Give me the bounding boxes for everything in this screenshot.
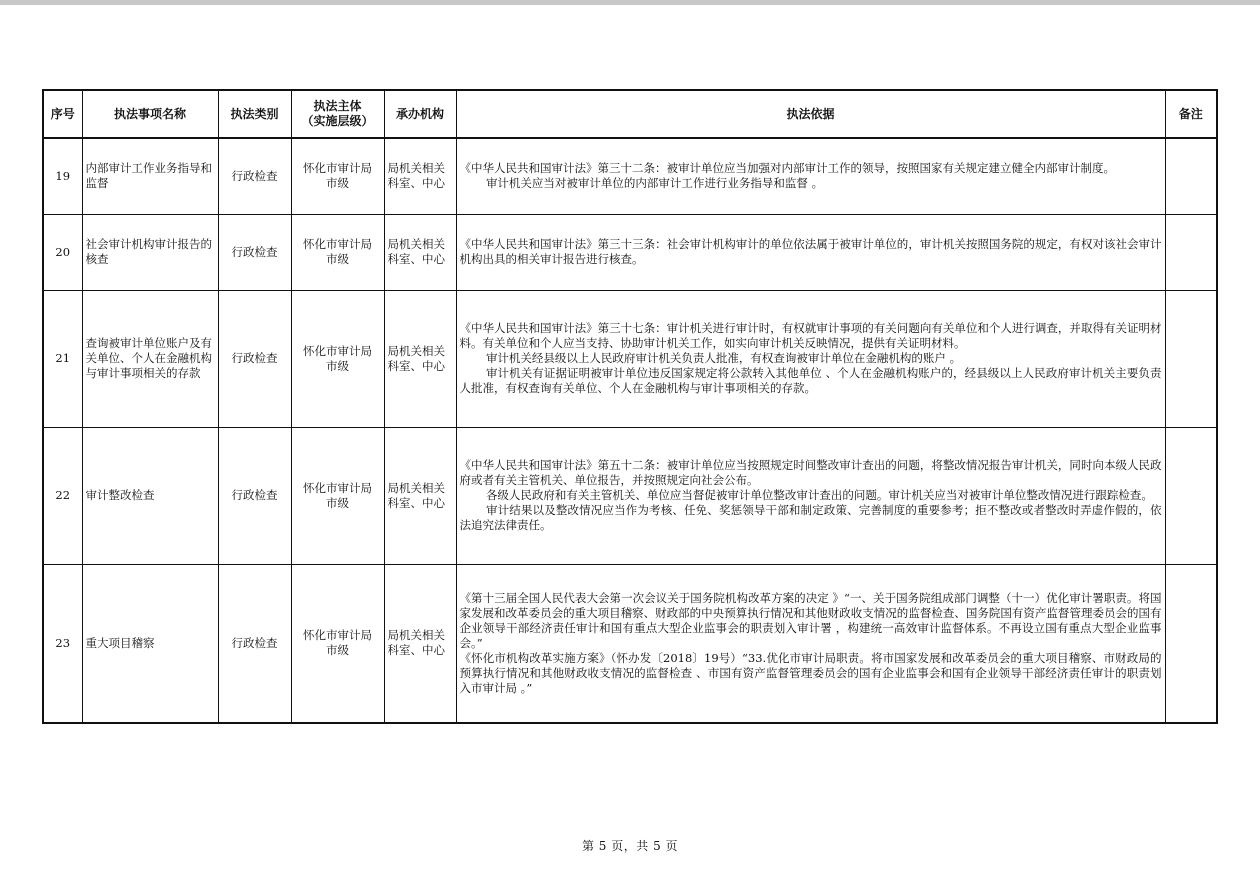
row-subject: [291, 290, 384, 427]
row-basis: [456, 214, 1165, 290]
row-subject-line1: 怀化市审计局: [303, 343, 372, 358]
header-subject-line2: （实施层级）: [301, 114, 374, 128]
header-basis: 执法依据: [456, 90, 1165, 138]
row-num: 19: [43, 138, 82, 214]
row-notes: [1165, 138, 1217, 214]
row-num: 22: [43, 427, 82, 564]
viewer-top-bar: [0, 0, 1260, 5]
row-subject-line1: 怀化市审计局: [303, 628, 372, 643]
row-type: 行政检查: [218, 564, 291, 723]
row-basis: [456, 427, 1165, 564]
basis-paragraph: 审计结果以及整改情况应当作为考核、任免、奖惩领导干部和制定政策、完善制度的重要参考；拒不整改或者整改时弄虚作假的，依法追究法律责任。: [459, 503, 1162, 532]
table-row: [43, 427, 1217, 564]
row-org: 局机关相关科室、中心: [384, 214, 456, 290]
row-org: 局机关相关科室、中心: [384, 290, 456, 427]
row-org: 局机关相关科室、中心: [384, 427, 456, 564]
row-type: 行政检查: [218, 290, 291, 427]
row-notes: [1165, 427, 1217, 564]
row-name: 审计整改检查: [82, 427, 218, 564]
row-name: 重大项目稽察: [82, 564, 218, 723]
enforcement-table: [42, 89, 1218, 724]
header-num: 序号: [43, 90, 82, 138]
row-name: 内部审计工作业务指导和监督: [82, 138, 218, 214]
row-basis: [456, 290, 1165, 427]
row-subject-line2: 市级: [326, 643, 349, 658]
row-type: 行政检查: [218, 427, 291, 564]
row-subject: [291, 564, 384, 723]
header-subject-line1: 执法主体: [313, 99, 362, 113]
basis-paragraph: 《中华人民共和国审计法》第五十二条：被审计单位应当按照规定时间整改审计查出的问题，将整改情况报告审计机关，同时向本级人民政府或者有关主管机关、单位报告，并按照规定向社会公布。: [459, 458, 1162, 487]
basis-paragraph: 《中华人民共和国审计法》第三十三条：社会审计机构审计的单位依法属于被审计单位的，审计机关按照国务院的规定，有权对该社会审计机构出具的相关审计报告进行核查。: [459, 237, 1162, 266]
row-basis: [456, 138, 1165, 214]
row-subject-line1: 怀化市审计局: [303, 161, 372, 176]
table-row: [43, 138, 1217, 214]
row-type: 行政检查: [218, 138, 291, 214]
row-notes: [1165, 564, 1217, 723]
table-row: [43, 214, 1217, 290]
row-subject-line2: 市级: [326, 358, 349, 373]
basis-paragraph: 《第十三届全国人民代表大会第一次会议关于国务院机构改革方案的决定 》“一、关于国务院组成部门调整（十一）优化审计署职责。将国家发展和改革委员会的重大项目稽察、财政部的中央预算执行情况和其他财政收支情况的监督检查、国务院国有资产监督管理委员会的国有企业领导干部经济责任审计和国有重点大型企业监事会的职责划入审计署 ，构建统一高效审计监督体系。不再设立国有重点大型企业监事会。”: [459, 590, 1162, 650]
row-org: 局机关相关科室、中心: [384, 564, 456, 723]
row-name: 查询被审计单位账户及有关单位、个人在金融机构与审计事项相关的存款: [82, 290, 218, 427]
row-notes: [1165, 290, 1217, 427]
row-notes: [1165, 214, 1217, 290]
header-name: 执法事项名称: [82, 90, 218, 138]
row-subject-line1: 怀化市审计局: [303, 237, 372, 251]
basis-paragraph: 审计机关有证据证明被审计单位违反国家规定将公款转入其他单位 、个人在金融机构账户的，经县级以上人民政府审计机关主要负责人批准，有权查询有关单位、个人在金融机构与审计事项相关的存款。: [459, 366, 1162, 395]
row-type: 行政检查: [218, 214, 291, 290]
table-header-row: [43, 90, 1217, 138]
basis-paragraph: 各级人民政府和有关主管机关、单位应当督促被审计单位整改审计查出的问题。审计机关应当对被审计单位整改情况进行跟踪检查。: [485, 488, 1153, 502]
row-name: 社会审计机构审计报告的核查: [82, 214, 218, 290]
row-basis: [456, 564, 1165, 723]
row-subject: [291, 214, 384, 290]
header-org: 承办机构: [384, 90, 456, 138]
row-num: 21: [43, 290, 82, 427]
basis-paragraph: 审计机关经县级以上人民政府审计机关负责人批准，有权查询被审计单位在金融机构的账户 。: [485, 351, 962, 365]
row-subject: [291, 138, 384, 214]
row-subject-line2: 市级: [326, 176, 349, 191]
table-row: [43, 290, 1217, 427]
row-num: 20: [43, 214, 82, 290]
header-notes: 备注: [1165, 90, 1217, 138]
row-subject-line2: 市级: [326, 495, 349, 510]
row-num: 23: [43, 564, 82, 723]
page-footer: 第 5 页，共 5 页: [581, 839, 679, 853]
row-org: 局机关相关科室、中心: [384, 138, 456, 214]
header-type: 执法类别: [218, 90, 291, 138]
row-subject-line1: 怀化市审计局: [303, 480, 372, 495]
basis-paragraph: 《中华人民共和国审计法》第三十二条：被审计单位应当加强对内部审计工作的领导，按照国家有关规定建立健全内部审计制度。: [459, 161, 1115, 176]
basis-paragraph: 《中华人民共和国审计法》第三十七条：审计机关进行审计时，有权就审计事项的有关问题向有关单位和个人进行调查，并取得有关证明材料。有关单位和个人应当支持、协助审计机关工作，如实向审计机关反映情况，提供有关证明材料。: [459, 321, 1162, 350]
basis-paragraph: 审计机关应当对被审计单位的内部审计工作进行业务指导和监督 。: [485, 176, 824, 191]
basis-paragraph: 《怀化市机构改革实施方案》（怀办发〔2018〕19号）“33.优化市审计局职责。将市国家发展和改革委员会的重大项目稽察、市财政局的预算执行情况和其他财政收支情况的监督检查 、市国有资产监督管理委员会的国有企业监事会和国有企业领导干部经济责任审计的职责划入市审计局 。”: [459, 650, 1162, 695]
row-subject: [291, 427, 384, 564]
row-subject-line2: 市级: [326, 252, 349, 266]
header-subject: [291, 90, 384, 138]
table-row: [43, 564, 1217, 723]
